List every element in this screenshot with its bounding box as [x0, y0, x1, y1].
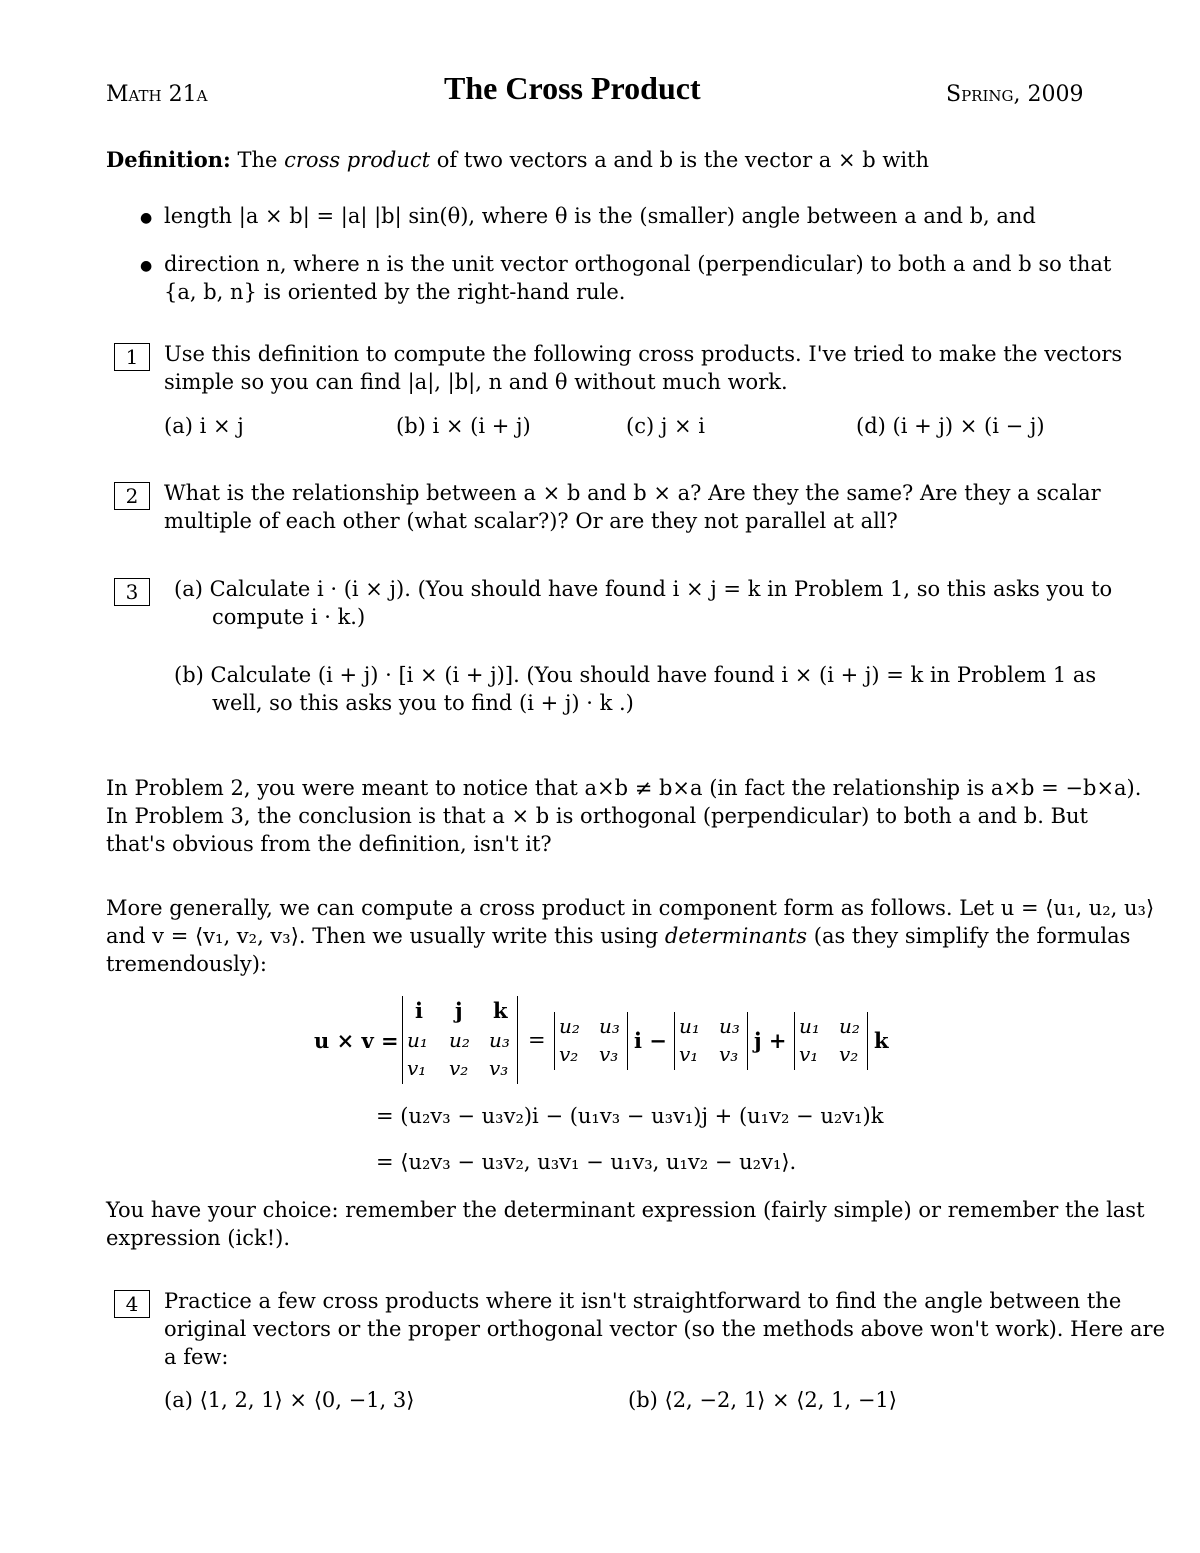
- minor-determinant-2: [674, 1012, 748, 1070]
- bullet-icon: ●: [140, 210, 153, 226]
- det-cell: u₁: [407, 1028, 428, 1052]
- minor-determinant-3: [794, 1012, 868, 1070]
- det-cell: u₁: [679, 1014, 700, 1038]
- bullet-length: length |a × b| = |a| |b| sin(θ), where θ is the (smaller) angle between a and b, and: [164, 204, 1036, 228]
- formula-eq: =: [528, 1028, 546, 1052]
- det-cell: u₃: [489, 1028, 510, 1052]
- problem-1-part-c: (c) j × i: [626, 414, 705, 438]
- det-cell: u₃: [719, 1014, 740, 1038]
- det-cell: u₂: [559, 1014, 580, 1038]
- formula-lhs: u × v =: [314, 1028, 399, 1053]
- definition-term: cross product: [284, 148, 431, 172]
- det-cell: u₂: [839, 1014, 860, 1038]
- det-cell: v₂: [839, 1042, 859, 1066]
- problem-1-part-b: (b) i × (i + j): [396, 414, 531, 438]
- problem-1-part-d: (d) (i + j) × (i − j): [856, 414, 1045, 438]
- det-cell-i: i: [415, 998, 423, 1023]
- formula-line2: = (u₂v₃ − u₃v₂)i − (u₁v₃ − u₃v₁)j + (u₁v₂ − u₂v₁)k: [376, 1104, 884, 1128]
- problem-2-line2: multiple of each other (what scalar?)? Or are they not parallel at all?: [164, 509, 898, 533]
- det-cell: u₃: [599, 1014, 620, 1038]
- problem-1-part-a: (a) i × j: [164, 414, 244, 438]
- det-cell: v₂: [559, 1042, 579, 1066]
- problem-4-line2: original vectors or the proper orthogonal vector (so the methods above won't work). Here are: [164, 1317, 1166, 1341]
- bullet-direction-cont: {a, b, n} is oriented by the right-hand rule.: [164, 280, 626, 304]
- bullet-direction: direction n, where n is the unit vector orthogonal (perpendicular) to both a and b so that: [164, 252, 1112, 276]
- det-cell: v₃: [489, 1056, 509, 1080]
- problem-number-box: 3: [114, 578, 150, 606]
- problem-4-part-a: (a) ⟨1, 2, 1⟩ × ⟨0, −1, 3⟩: [164, 1388, 415, 1412]
- problem-3-part-b-cont: well, so this asks you to find (i + j) · k .): [212, 691, 634, 715]
- det-cell: v₃: [599, 1042, 619, 1066]
- problem-2-line1: What is the relationship between a × b and b × a? Are they the same? Are they a scalar: [164, 481, 1101, 505]
- discussion-line3: that's obvious from the definition, isn't it?: [106, 832, 552, 856]
- big-determinant: [402, 996, 518, 1084]
- formula-line3: = ⟨u₂v₃ − u₃v₂, u₃v₁ − u₁v₃, u₁v₂ − u₂v₁⟩.: [376, 1150, 797, 1174]
- det-cell-j: j: [455, 998, 463, 1023]
- det-cell: v₁: [799, 1042, 819, 1066]
- minor-determinant-1: [554, 1012, 628, 1070]
- formula-term-i: i −: [634, 1028, 667, 1053]
- problem-1-line1: Use this definition to compute the following cross products. I've tried to make the vectors: [164, 342, 1123, 366]
- det-cell: u₁: [799, 1014, 820, 1038]
- course-label: Math 21a: [106, 82, 208, 107]
- term-label: Spring, 2009: [946, 82, 1084, 107]
- bullet-icon: ●: [140, 258, 153, 274]
- component-line3: tremendously):: [106, 952, 268, 976]
- problem-3-part-a: (a) Calculate i · (i × j). (You should have found i × j = k in Problem 1, so this asks you to: [174, 577, 1113, 601]
- det-cell-k: k: [493, 998, 508, 1023]
- formula-term-j: j +: [754, 1028, 787, 1053]
- det-cell: v₁: [679, 1042, 699, 1066]
- choice-line2: expression (ick!).: [106, 1226, 290, 1250]
- definition-text-pre: The: [237, 148, 285, 172]
- component-line2-pre: and v = ⟨v₁, v₂, v₃⟩. Then we usually write this using: [106, 924, 665, 948]
- component-line1: More generally, we can compute a cross product in component form as follows. Let u = ⟨u₁, u₂, u₃⟩: [106, 896, 1155, 920]
- det-cell: v₁: [407, 1056, 427, 1080]
- problem-3-part-b: (b) Calculate (i + j) · [i × (i + j)]. (You should have found i × (i + j) = k in Problem 1 as: [174, 663, 1097, 687]
- problem-1-line2: simple so you can find |a|, |b|, n and θ without much work.: [164, 370, 788, 394]
- det-cell: v₃: [719, 1042, 739, 1066]
- formula-term-k: k: [874, 1028, 889, 1053]
- det-cell: v₂: [449, 1056, 469, 1080]
- discussion-line2: In Problem 3, the conclusion is that a × b is orthogonal (perpendicular) to both a and b. But: [106, 804, 1088, 828]
- problem-number-box: 2: [114, 482, 150, 510]
- component-term: determinants: [664, 924, 808, 948]
- problem-3-part-a-cont: compute i · k.): [212, 605, 366, 629]
- definition-paragraph: [106, 146, 1094, 174]
- choice-line1: You have your choice: remember the determinant expression (fairly simple) or remember the last: [106, 1198, 1145, 1222]
- page-title: The Cross Product: [444, 70, 701, 106]
- problem-number-box: 4: [114, 1290, 150, 1318]
- det-cell: u₂: [449, 1028, 470, 1052]
- component-line2-post: (as they simplify the formulas: [807, 924, 1131, 948]
- problem-4-line1: Practice a few cross products where it isn't straightforward to find the angle between the: [164, 1289, 1122, 1313]
- discussion-line1: In Problem 2, you were meant to notice that a×b ≠ b×a (in fact the relationship is a×b = −b×a).: [106, 776, 1142, 800]
- problem-4-part-b: (b) ⟨2, −2, 1⟩ × ⟨2, 1, −1⟩: [628, 1388, 897, 1412]
- problem-4-line3: a few:: [164, 1345, 229, 1369]
- definition-label: Definition:: [106, 147, 231, 172]
- component-line2: [106, 924, 1130, 948]
- definition-text-post: of two vectors a and b is the vector a × b with: [430, 148, 930, 172]
- problem-number-box: 1: [114, 343, 150, 371]
